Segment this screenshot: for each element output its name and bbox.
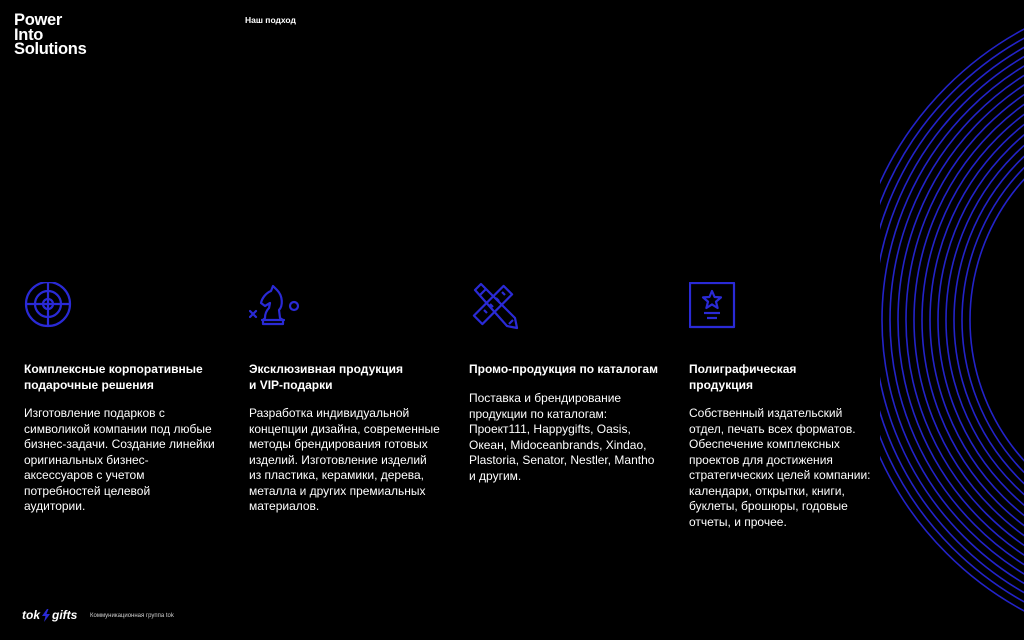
card-title-line: Комплексные корпоративные (24, 362, 203, 376)
brand-gifts-text: gifts (52, 608, 78, 622)
card-desc-line: Обеспечение комплексных (689, 437, 840, 451)
card-desc-line: Океан, Midoceanbrands, Xindao, (469, 437, 647, 452)
card-title-line: подарочные решения (24, 377, 154, 392)
brand-tok-text: tok (22, 608, 40, 622)
card-description (689, 406, 870, 530)
card-desc-line: Проект111, Happygifts, Oasis, (469, 422, 631, 436)
footer-brand-logo (22, 608, 77, 622)
card-desc-line: бизнес-задачи. Создание линейки (24, 437, 215, 451)
card-desc-line: потребностей целевой (24, 483, 151, 498)
logo-line-1: Power (14, 11, 63, 29)
lightning-bolt-icon (41, 609, 51, 622)
card-desc-line: изделий. Изготовление изделий (249, 452, 427, 467)
card-desc-line: отдел, печать всех форматов. (689, 421, 856, 436)
card-desc-line: отчеты, и прочее. (689, 514, 787, 529)
card-desc-line: проектов для достижения (689, 452, 833, 467)
card-desc-line: из пластика, керамики, дерева, (249, 468, 425, 482)
card-title (689, 362, 796, 393)
card-desc-line: календари, открытки, книги, (689, 483, 845, 498)
target-icon (24, 282, 76, 334)
card-desc-line: и другим. (469, 468, 522, 483)
card-corporate-gifts (24, 282, 239, 513)
card-title (249, 362, 403, 393)
card-description (249, 406, 440, 515)
card-title-line: продукция (689, 377, 753, 392)
card-description (469, 391, 654, 484)
card-title (469, 362, 658, 378)
card-desc-line: Plastoria, Senator, Nestler, Mantho (469, 453, 655, 467)
card-desc-line: аудитории. (24, 499, 86, 513)
footer-caption: Коммуникационная группа tok (90, 613, 174, 619)
card-desc-line: стратегических целей компании: (689, 468, 871, 482)
card-desc-line: символикой компании под любые (24, 421, 212, 436)
pencil-ruler-icon (469, 282, 521, 334)
section-title: Наш подход (245, 15, 296, 25)
card-desc-line: Изготовление подарков с (24, 406, 165, 420)
card-desc-line: материалов. (249, 499, 320, 513)
card-desc-line: буклеты, брошюры, годовые (689, 499, 848, 513)
card-title-line: Промо-продукция по каталогам (469, 362, 658, 376)
card-title-line: Эксклюзивная продукция (249, 362, 404, 376)
card-desc-line: оригинальных бизнес- (24, 452, 149, 467)
card-desc-line: концепции дизайна, современные (249, 421, 440, 436)
card-desc-line: аксессуаров с учетом (24, 468, 145, 482)
card-desc-line: Собственный издательский (689, 406, 843, 420)
card-title (24, 362, 203, 393)
card-title-line: и VIP-подарки (249, 377, 333, 392)
card-desc-line: Поставка и брендирование (469, 391, 622, 405)
logo-line-3: Solutions (14, 40, 87, 58)
card-desc-line: продукции по каталогам: (469, 406, 608, 421)
card-desc-line: металла и других премиальных (249, 483, 426, 498)
logo-line-2: Into (14, 25, 44, 44)
chess-knight-icon (249, 282, 301, 334)
company-logo (14, 13, 86, 57)
card-exclusive-vip (249, 282, 464, 513)
decorative-rings (880, 0, 1024, 640)
card-description (24, 406, 215, 515)
card-desc-line: Разработка индивидуальной (249, 406, 410, 420)
card-title-line: Полиграфическая (689, 362, 797, 376)
certificate-star-icon (689, 282, 741, 334)
card-desc-line: методы брендирования готовых (249, 437, 428, 451)
card-printing (689, 282, 904, 529)
card-promo-catalog (469, 282, 684, 483)
